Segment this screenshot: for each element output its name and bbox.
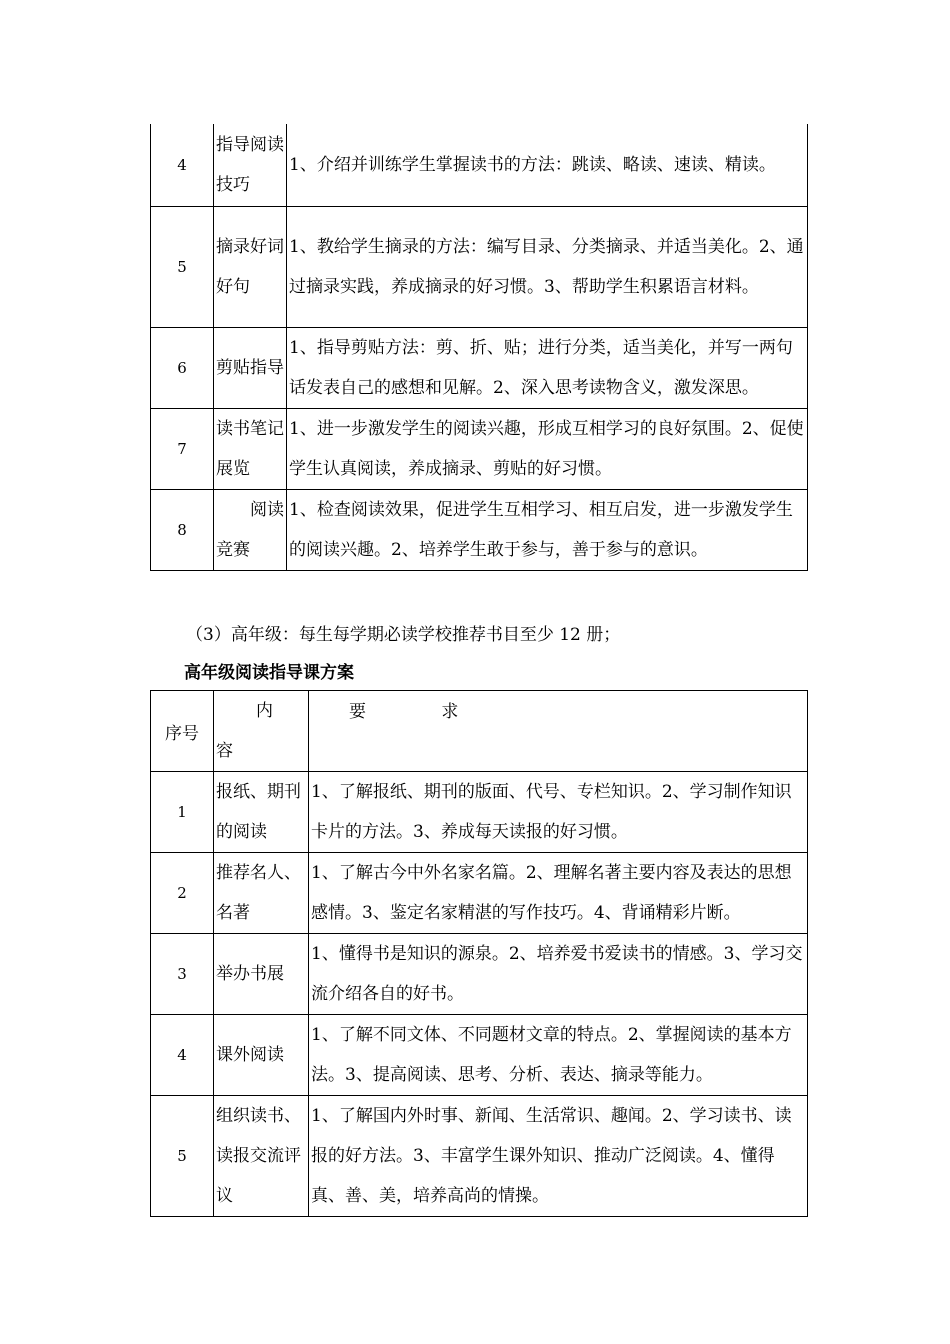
table-row (151, 1096, 808, 1217)
row-content: 剪贴指导 (214, 327, 287, 408)
row-number: 5 (151, 206, 214, 327)
row-requirement: 1、指导剪贴方法：剪、折、贴；进行分类，适当美化，并写一两句话发表自己的感想和见解。2、深入思考读物含义，激发深思。 (287, 327, 808, 408)
header-content-part1: 内 (256, 701, 273, 721)
row-requirement: 1、进一步激发学生的阅读兴趣，形成互相学习的良好氛围。2、促使学生认真阅读，养成摘录、剪贴的好习惯。 (287, 408, 808, 489)
header-requirement-part2: 求 (441, 702, 459, 722)
table-row (151, 1015, 808, 1096)
table-header-row (151, 691, 808, 772)
header-requirement-part1: 要 (349, 702, 366, 722)
row-number: 3 (151, 934, 214, 1015)
table-row (151, 934, 808, 1015)
row-content: 课外阅读 (214, 1015, 309, 1096)
row-requirement: 1、教给学生摘录的方法：编写目录、分类摘录、并适当美化。2、通过摘录实践，养成摘录的好习惯。3、帮助学生积累语言材料。 (287, 206, 808, 327)
table-row (151, 408, 808, 489)
row-content: 组织读书、读报交流评议 (214, 1096, 309, 1217)
header-content (214, 691, 309, 772)
table-row (151, 206, 808, 327)
header-number: 序号 (151, 691, 214, 772)
row-number: 2 (151, 853, 214, 934)
header-content-part2: 容 (216, 741, 233, 761)
reading-quota-note: （3）高年级：每生每学期必读学校推荐书目至少 12 册； (186, 625, 621, 645)
row-number: 5 (151, 1096, 214, 1217)
table-row (151, 489, 808, 570)
table-row (151, 124, 808, 206)
header-requirement (309, 691, 808, 772)
row-content: 摘录好词好句 (214, 206, 287, 327)
row-content: 阅读竞赛 (214, 489, 287, 570)
row-content: 举办书展 (214, 934, 309, 1015)
reading-guidance-table-upper-grade (150, 690, 808, 1217)
row-requirement: 1、检查阅读效果，促进学生互相学习、相互启发，进一步激发学生的阅读兴趣。2、培养学生敢于参与，善于参与的意识。 (287, 489, 808, 570)
row-requirement: 1、介绍并训练学生掌握读书的方法：跳读、略读、速读、精读。 (287, 124, 808, 206)
row-number: 4 (151, 124, 214, 206)
row-content: 推荐名人、名著 (214, 853, 309, 934)
table-row (151, 772, 808, 853)
row-number: 8 (151, 489, 214, 570)
row-content: 读书笔记展览 (214, 408, 287, 489)
row-requirement: 1、懂得书是知识的源泉。2、培养爱书爱读书的情感。3、学习交流介绍各自的好书。 (309, 934, 808, 1015)
row-requirement: 1、了解古今中外名家名篇。2、理解名著主要内容及表达的思想感情。3、鉴定名家精湛的写作技巧。4、背诵精彩片断。 (309, 853, 808, 934)
table-row (151, 327, 808, 408)
table-row (151, 853, 808, 934)
reading-guidance-table-middle-grade (150, 124, 808, 571)
row-number: 1 (151, 772, 214, 853)
row-requirement: 1、了解国内外时事、新闻、生活常识、趣闻。2、学习读书、读报的好方法。3、丰富学生课外知识、推动广泛阅读。4、懂得真、善、美，培养高尚的情操。 (309, 1096, 808, 1217)
row-number: 6 (151, 327, 214, 408)
row-requirement: 1、了解报纸、期刊的版面、代号、专栏知识。2、学习制作知识卡片的方法。3、养成每天读报的好习惯。 (309, 772, 808, 853)
row-number: 7 (151, 408, 214, 489)
row-number: 4 (151, 1015, 214, 1096)
row-requirement: 1、了解不同文体、不同题材文章的特点。2、掌握阅读的基本方法。3、提高阅读、思考、分析、表达、摘录等能力。 (309, 1015, 808, 1096)
row-content: 报纸、期刊的阅读 (214, 772, 309, 853)
table-caption: 高年级阅读指导课方案 (184, 663, 354, 683)
row-content: 指导阅读技巧 (214, 124, 287, 206)
